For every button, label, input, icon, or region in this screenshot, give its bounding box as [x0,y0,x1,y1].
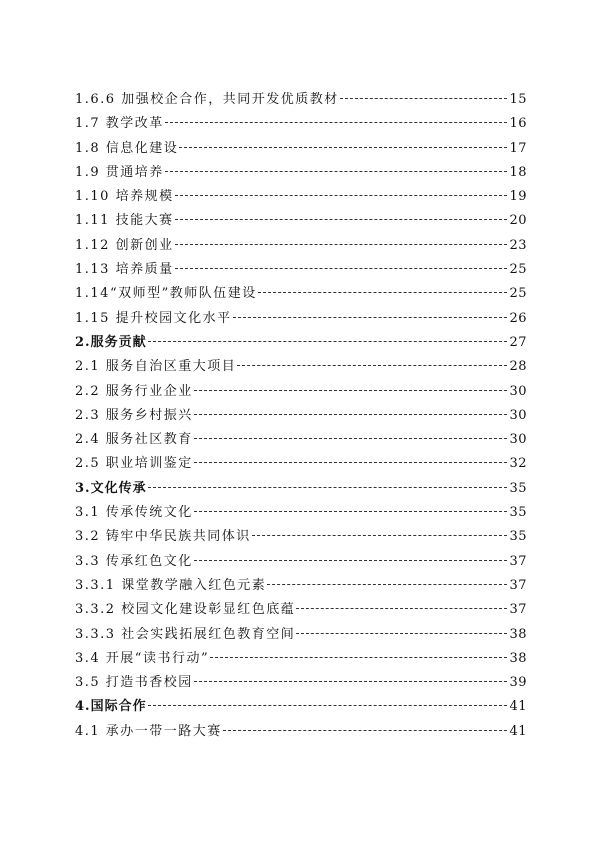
toc-entry[interactable] [75,355,527,379]
toc-dot-leader [175,268,508,269]
toc-entry-label: 2.4 服务社区教育 [75,432,193,448]
toc-entry-label: 4.国际合作 [75,699,147,715]
toc-entry-label: 3.3.2 校园文化建设彰显红色底蕴 [75,602,296,618]
toc-page-number: 19 [509,189,527,205]
toc-entry[interactable] [75,623,527,647]
toc-dot-leader [148,341,508,342]
toc-entry-label: 1.6.6 加强校企合作，共同开发优质教材 [75,92,339,107]
toc-entry[interactable] [75,598,527,622]
toc-entry[interactable] [75,112,527,136]
toc-dot-leader [194,438,508,439]
toc-dot-leader [175,219,508,220]
toc-dot-leader [267,584,507,585]
toc-dot-leader [148,705,508,706]
toc-dot-leader [148,487,508,488]
toc-entry-label: 2.服务贡献 [75,334,147,350]
toc-page-number: 41 [509,699,527,715]
toc-dot-leader [296,608,507,609]
toc-page-number: 32 [509,456,527,472]
toc-dot-leader [194,681,508,682]
toc-page-number: 18 [509,164,527,180]
toc-entry[interactable] [75,161,527,185]
toc-page-number: 27 [509,334,527,350]
toc-entry-label: 2.5 职业培训鉴定 [75,456,193,472]
toc-entry-label: 1.14“双师型”教师队伍建设 [75,286,257,302]
toc-entry[interactable] [75,404,527,428]
table-of-contents [75,88,527,744]
toc-entry-label: 3.3.3 社会实践拓展红色教育空间 [75,626,296,642]
toc-entry-label: 1.13 培养质量 [75,262,174,278]
toc-entry[interactable] [75,137,527,161]
toc-entry-label: 1.12 创新创业 [75,237,174,253]
toc-page-number: 30 [509,383,527,399]
toc-entry-label: 3.文化传承 [75,480,147,496]
toc-entry-label: 4.1 承办一带一路大赛 [75,723,222,739]
toc-page-number: 37 [509,553,527,569]
toc-page-number: 35 [509,480,527,496]
toc-dot-leader [194,462,508,463]
toc-section-heading[interactable] [75,331,527,355]
toc-page-number: 39 [509,675,527,691]
toc-dot-leader [340,98,508,99]
toc-entry[interactable] [75,671,527,695]
toc-entry-label: 3.3.1 课堂教学融入红色元素 [75,577,267,593]
toc-section-heading[interactable] [75,477,527,501]
toc-entry-label: 1.15 提升校园文化水平 [75,310,232,326]
toc-entry[interactable] [75,307,527,331]
toc-entry[interactable] [75,550,527,574]
toc-entry-label: 3.1 传承传统文化 [75,505,193,521]
toc-dot-leader [194,390,508,391]
toc-dot-leader [179,147,507,148]
toc-page-number: 35 [509,505,527,521]
toc-dot-leader [237,365,507,366]
toc-entry-label: 1.9 贯通培养 [75,164,164,180]
toc-dot-leader [175,244,508,245]
toc-dot-leader [175,195,508,196]
toc-dot-leader [258,292,508,293]
toc-entry[interactable] [75,428,527,452]
toc-entry[interactable] [75,720,527,744]
toc-page-number: 37 [509,577,527,593]
toc-page-number: 17 [509,140,527,156]
toc-entry-label: 3.2 铸牢中华民族共同体识 [75,529,251,545]
toc-entry[interactable] [75,525,527,549]
toc-page-number: 28 [509,359,527,375]
toc-dot-leader [165,122,508,123]
toc-entry[interactable] [75,209,527,233]
toc-entry-label: 2.1 服务自治区重大项目 [75,359,237,375]
toc-entry-label: 2.2 服务行业企业 [75,383,193,399]
toc-entry-label: 2.3 服务乡村振兴 [75,407,193,423]
toc-page-number: 38 [509,650,527,666]
toc-dot-leader [194,560,508,561]
toc-entry-label: 1.10 培养规模 [75,189,174,205]
toc-entry[interactable] [75,574,527,598]
toc-dot-leader [194,414,508,415]
toc-entry-label: 1.8 信息化建设 [75,140,179,156]
toc-section-heading[interactable] [75,695,527,719]
toc-page-number: 37 [509,602,527,618]
toc-dot-leader [210,657,507,658]
toc-page-number: 25 [509,286,527,302]
toc-page-number: 23 [509,237,527,253]
toc-entry-label: 3.3 传承红色文化 [75,553,193,569]
toc-page-number: 38 [509,626,527,642]
toc-page-number: 15 [509,92,527,107]
toc-dot-leader [165,171,508,172]
toc-dot-leader [233,317,508,318]
toc-entry[interactable] [75,282,527,306]
toc-entry-label: 1.11 技能大赛 [75,213,174,229]
toc-entry[interactable] [75,380,527,404]
toc-page-number: 30 [509,432,527,448]
toc-page-number: 30 [509,407,527,423]
toc-entry[interactable] [75,88,527,112]
toc-page-number: 20 [509,213,527,229]
toc-entry-label: 1.7 教学改革 [75,116,164,132]
toc-entry-label: 3.5 打造书香校园 [75,675,193,691]
toc-page-number: 41 [509,723,527,739]
toc-dot-leader [252,535,508,536]
toc-dot-leader [194,511,508,512]
toc-entry-label: 3.4 开展“读书行动” [75,650,210,666]
toc-entry[interactable] [75,258,527,282]
toc-entry[interactable] [75,501,527,525]
toc-entry[interactable] [75,234,527,258]
toc-page-number: 35 [509,529,527,545]
toc-dot-leader [296,633,507,634]
toc-entry[interactable] [75,185,527,209]
toc-entry[interactable] [75,452,527,476]
toc-entry[interactable] [75,647,527,671]
toc-page-number: 25 [509,262,527,278]
toc-page-number: 26 [509,310,527,326]
toc-dot-leader [223,730,508,731]
toc-page-number: 16 [509,116,527,132]
